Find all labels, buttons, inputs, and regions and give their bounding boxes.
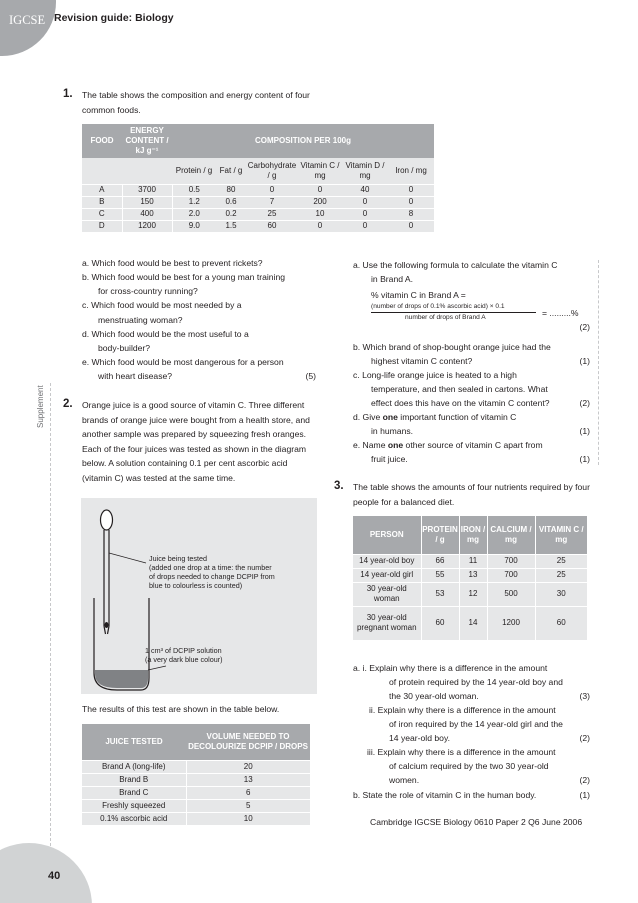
table-row: 14 year-old girl 55 13 700 25 bbox=[353, 568, 587, 582]
table-row: C 400 2.0 0.2 25 10 0 8 bbox=[82, 208, 434, 220]
q1-marks: (5) bbox=[305, 371, 316, 381]
q3-part-aiii-line3: women. bbox=[389, 775, 420, 785]
q2-part-d-line2: in humans. bbox=[371, 426, 414, 436]
table-row: 14 year-old boy 66 11 700 25 bbox=[353, 554, 587, 568]
q2-part-b-line2: highest vitamin C content? bbox=[371, 356, 473, 366]
table-row: A 3700 0.5 80 0 0 40 0 bbox=[82, 184, 434, 196]
question-3-intro: The table shows the amounts of four nutrients required by four people for a balanced diet. bbox=[353, 482, 590, 507]
energy-header: ENERGY CONTENT / kJ g⁻¹ bbox=[122, 124, 172, 158]
q3-part-aiii-line1: iii. Explain why there is a difference in the amount bbox=[367, 747, 556, 757]
table-row: Brand B 13 bbox=[82, 773, 310, 786]
q3-part-b: b. State the role of vitamin C in the human body. bbox=[353, 790, 537, 800]
food-header: FOOD bbox=[82, 124, 122, 158]
diagram-label-dcpip: 1 cm³ of DCPIP solution bbox=[145, 646, 222, 655]
q2-e-marks: (1) bbox=[579, 454, 590, 464]
question-2-number: 2. bbox=[63, 398, 73, 410]
table-row: Freshly squeezed 5 bbox=[82, 799, 310, 812]
diagram-label-juice-note3: blue to colourless is counted) bbox=[149, 581, 243, 590]
q3-part-aii-line1: ii. Explain why there is a difference in the amount bbox=[369, 705, 556, 715]
subhead-iron: Iron / mg bbox=[388, 158, 434, 184]
table-row: B 150 1.2 0.6 7 200 0 0 bbox=[82, 196, 434, 208]
juice-tested-header: JUICE TESTED bbox=[82, 724, 186, 760]
nutrient-requirements-table bbox=[353, 516, 587, 640]
q2-part-a-line2: in Brand A. bbox=[371, 274, 414, 284]
subhead-carbohydrate: Carbohydrate / g bbox=[246, 158, 298, 184]
q2-a-marks: (2) bbox=[579, 322, 590, 332]
q3-ai-marks: (3) bbox=[579, 691, 590, 701]
question-3-number: 3. bbox=[334, 480, 344, 492]
q1-part-b-line2: for cross-country running? bbox=[98, 286, 198, 296]
q3-part-ai-line2: of protein required by the 14 year-old boy and bbox=[389, 677, 563, 687]
iron-header: IRON / mg bbox=[459, 516, 487, 554]
subhead-vitamin-c: Vitamin C / mg bbox=[298, 158, 342, 184]
food-composition-table bbox=[82, 124, 434, 232]
q3-part-ai-line3: the 30 year-old woman. bbox=[389, 691, 479, 701]
page-number: 40 bbox=[48, 870, 61, 882]
juice-results-table bbox=[82, 724, 310, 825]
q2-formula-numerator: (number of drops of 0.1% ascorbic acid) × 0.1 bbox=[371, 303, 505, 310]
q2-formula: % vitamin C in Brand A = bbox=[371, 290, 466, 300]
composition-header: COMPOSITION PER 100g bbox=[172, 124, 434, 158]
q2-c-marks: (2) bbox=[579, 398, 590, 408]
side-label: Supplement bbox=[36, 385, 45, 428]
q1-part-c-line1: c. Which food would be most needed by a bbox=[82, 300, 242, 310]
q3-part-ai-line1: a. i. Explain why there is a difference in the amount bbox=[353, 663, 548, 673]
q2-part-d-line1: d. Give one important function of vitamin C bbox=[353, 412, 517, 422]
q1-part-d-line2: body-builder? bbox=[98, 343, 151, 353]
q3-aii-marks: (2) bbox=[579, 733, 590, 743]
header-tag: IGCSE bbox=[9, 13, 46, 27]
subhead-fat: Fat / g bbox=[216, 158, 246, 184]
q2-part-e-line1: e. Name one other source of vitamin C apart from bbox=[353, 440, 543, 450]
q1-part-a: a. Which food would be best to prevent rickets? bbox=[82, 258, 263, 268]
table-row: 0.1% ascorbic acid 10 bbox=[82, 812, 310, 825]
question-1-number: 1. bbox=[63, 88, 73, 100]
table-row: Brand C 6 bbox=[82, 786, 310, 799]
subhead-vitamin-d: Vitamin D / mg bbox=[342, 158, 388, 184]
person-header: PERSON bbox=[353, 516, 421, 554]
q1-part-e-line1: e. Which food would be most dangerous for a person bbox=[82, 357, 284, 367]
page-number-circle bbox=[0, 843, 92, 903]
test-tube-illustration bbox=[81, 498, 317, 694]
q2-part-c-line2: temperature, and then sealed in cartons. What bbox=[371, 384, 548, 394]
subhead-protein: Protein / g bbox=[172, 158, 216, 184]
q3-part-aii-line3: 14 year-old boy. bbox=[389, 733, 450, 743]
q2-part-a-line1: a. Use the following formula to calculate the vitamin C bbox=[353, 260, 558, 270]
q2-d-marks: (1) bbox=[579, 426, 590, 436]
q1-part-e-line2: with heart disease? bbox=[98, 371, 173, 381]
diagram-label-dcpip-note: (a very dark blue colour) bbox=[145, 655, 223, 664]
question-source: Cambridge IGCSE Biology 0610 Paper 2 Q6 June 2006 bbox=[370, 817, 583, 827]
q1-part-d-line1: d. Which food would be the most useful to a bbox=[82, 329, 249, 339]
q2-part-e-line2: fruit juice. bbox=[371, 454, 408, 464]
q3-part-aiii-line2: of calcium required by the two 30 year-old bbox=[389, 761, 549, 771]
q1-part-c-line2: menstruating woman? bbox=[98, 315, 183, 325]
protein-header: PROTEIN / g bbox=[421, 516, 459, 554]
q1-part-b-line1: b. Which food would be best for a young man training bbox=[82, 272, 286, 282]
calcium-header: CALCIUM / mg bbox=[487, 516, 535, 554]
table-row: 30 year-old pregnant woman 60 14 1200 60 bbox=[353, 606, 587, 640]
q2-b-marks: (1) bbox=[579, 356, 590, 366]
table-row: D 1200 9.0 1.5 60 0 0 0 bbox=[82, 220, 434, 232]
q3-aiii-marks: (2) bbox=[579, 775, 590, 785]
side-divider bbox=[50, 383, 51, 901]
q3-part-aii-line2: of iron required by the 14 year-old girl and the bbox=[389, 719, 563, 729]
dcpip-test-diagram bbox=[81, 498, 317, 694]
diagram-label-juice: Juice being tested bbox=[149, 554, 207, 563]
q2-part-b-line1: b. Which brand of shop-bought orange juice had the bbox=[353, 342, 551, 352]
question-1-intro: The table shows the composition and energy content of four common foods. bbox=[82, 90, 310, 115]
header-title: Revision guide: Biology bbox=[54, 12, 174, 24]
q2-answer-line: = .........% bbox=[542, 308, 579, 318]
q2-part-c-line1: c. Long-life orange juice is heated to a high bbox=[353, 370, 517, 380]
vitamin-c-header: VITAMIN C / mg bbox=[535, 516, 587, 554]
table-row: 30 year-old woman 53 12 500 30 bbox=[353, 582, 587, 606]
q2-formula-denominator: number of drops of Brand A bbox=[405, 314, 486, 321]
diagram-label-juice-note2: of drops needed to change DCPIP from bbox=[149, 572, 275, 581]
q2-part-c-line3: effect does this have on the vitamin C content? bbox=[371, 398, 550, 408]
question-2-intro: Orange juice is a good source of vitamin C. Three different brands of orange juice were bought from a health store, and another sample was prepared by squeezing fresh oranges. Each of the four juices was tested as shown in the diagram below. A solution containing 0.1 per cent ascorbic acid (vitamin C) was tested at the same time. bbox=[82, 400, 310, 483]
results-intro: The results of this test are shown in the table below. bbox=[82, 704, 280, 714]
table-row: Brand A (long-life) 20 bbox=[82, 760, 310, 773]
q3-b-marks: (1) bbox=[579, 790, 590, 800]
volume-needed-header: VOLUME NEEDED TO DECOLOURIZE DCPIP / DROPS bbox=[186, 724, 310, 760]
right-divider bbox=[598, 260, 599, 465]
diagram-label-juice-note1: (added one drop at a time: the number bbox=[149, 563, 272, 572]
